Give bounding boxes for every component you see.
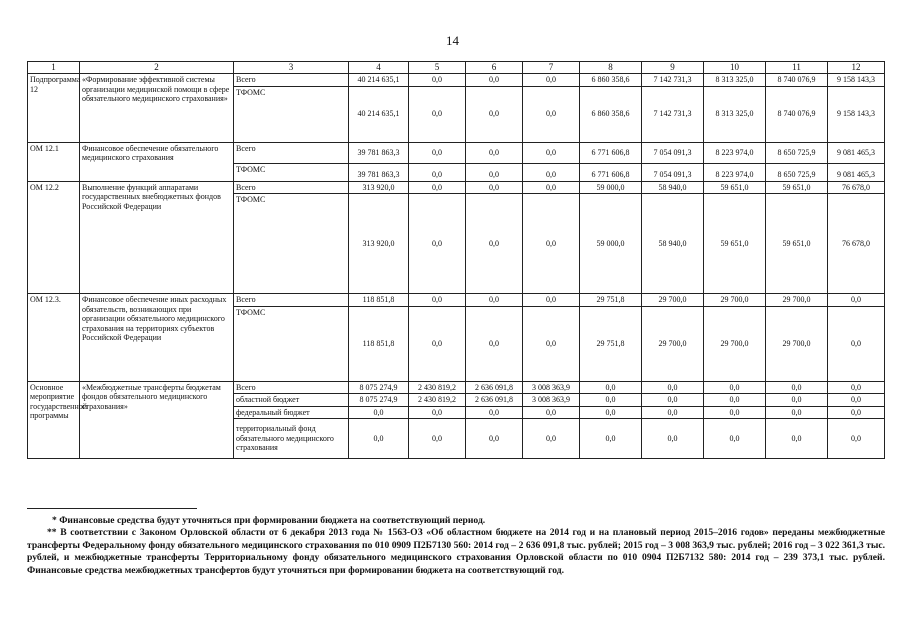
amount-cell: 6 860 358,6 [580,74,642,87]
amount-cell: 0,0 [580,381,642,394]
amount-cell: 0,0 [523,142,580,163]
table-row [28,181,885,194]
program-code-cell: ОМ 12.2 [28,181,80,294]
amount-cell: 0,0 [466,194,523,294]
table-row [28,294,885,307]
amount-cell: 0,0 [349,406,409,419]
amount-cell: 39 781 863,3 [349,163,409,181]
amount-cell: 313 920,0 [349,194,409,294]
amount-cell: 8 075 274,9 [349,394,409,407]
amount-cell: 7 054 091,3 [642,163,704,181]
amount-cell: 0,0 [523,163,580,181]
header-cell: 11 [766,62,828,74]
amount-cell: 118 851,8 [349,294,409,307]
amount-cell: 9 081 465,3 [828,163,885,181]
program-name-cell: «Межбюджетные трансферты бюджетам фондов обязательного медицинского страхования» [80,381,234,459]
amount-cell: 0,0 [409,142,466,163]
amount-cell: 0,0 [409,194,466,294]
amount-cell: 29 751,8 [580,306,642,381]
funding-source-label: областной бюджет [234,394,349,407]
amount-cell: 0,0 [642,406,704,419]
amount-cell: 0,0 [704,394,766,407]
amount-cell: 0,0 [580,419,642,459]
amount-cell: 9 081 465,3 [828,142,885,163]
funding-source-label: ТФОМС [234,163,349,181]
footnotes [27,515,885,577]
amount-cell: 40 214 635,1 [349,74,409,87]
amount-cell: 0,0 [466,181,523,194]
amount-cell: 0,0 [523,74,580,87]
amount-cell: 0,0 [466,306,523,381]
amount-cell: 29 700,0 [704,306,766,381]
amount-cell: 29 751,8 [580,294,642,307]
amount-cell: 0,0 [828,306,885,381]
amount-cell: 29 700,0 [766,306,828,381]
amount-cell: 9 158 143,3 [828,86,885,142]
amount-cell: 6 771 606,8 [580,142,642,163]
program-code-cell: Основное мероприятие государственной программы [28,381,80,459]
amount-cell: 0,0 [409,181,466,194]
amount-cell: 29 700,0 [642,294,704,307]
amount-cell: 39 781 863,3 [349,142,409,163]
funding-source-label: ТФОМС [234,306,349,381]
amount-cell: 8 740 076,9 [766,74,828,87]
funding-source-label: Всего [234,74,349,87]
amount-cell: 0,0 [409,163,466,181]
header-cell: 1 [28,62,80,74]
amount-cell: 0,0 [523,294,580,307]
amount-cell: 8 740 076,9 [766,86,828,142]
amount-cell: 0,0 [828,406,885,419]
amount-cell: 2 636 091,8 [466,381,523,394]
amount-cell: 7 142 731,3 [642,74,704,87]
amount-cell: 0,0 [523,86,580,142]
amount-cell: 0,0 [523,181,580,194]
amount-cell: 0,0 [523,194,580,294]
table-row [28,74,885,87]
amount-cell: 0,0 [642,381,704,394]
amount-cell: 0,0 [523,406,580,419]
amount-cell: 0,0 [766,419,828,459]
funding-source-label: Всего [234,381,349,394]
funding-source-label: федеральный бюджет [234,406,349,419]
amount-cell: 0,0 [466,419,523,459]
amount-cell: 8 313 325,0 [704,86,766,142]
header-cell: 6 [466,62,523,74]
table-row [28,381,885,394]
funding-source-label: Всего [234,181,349,194]
footnote-2: ** В соответствии с Законом Орловской области от 6 декабря 2013 года № 1563-ОЗ «Об областном бюджете на 2014 год и на плановый период 2015–2016 годов» переданы межбюджетные трансферты Федеральному фонду обязательного медицинского страхования по 010 0909 П2Б7130 560: 2014 год – 2 636 091,8 тыс. рублей; 2015 год – 3 008 363,9 тыс. рублей; 2016 год – 3 022 361,3 тыс. рублей, и межбюджетные трансферты Территориальному фонду обязательного медицинского страхования Орловской области по 010 0904 П2Б7132 580: 2014 год – 239 373,1 тыс. рублей. Финансовые средства межбюджетных трансфертов будут уточняться при формировании бюджета на соответствующий год. [27,527,885,576]
amount-cell: 59 651,0 [704,181,766,194]
amount-cell: 0,0 [828,394,885,407]
amount-cell: 0,0 [580,406,642,419]
amount-cell: 59 651,0 [766,181,828,194]
amount-cell: 0,0 [704,381,766,394]
amount-cell: 0,0 [704,419,766,459]
amount-cell: 8 075 274,9 [349,381,409,394]
amount-cell: 59 000,0 [580,194,642,294]
amount-cell: 0,0 [466,142,523,163]
amount-cell: 76 678,0 [828,194,885,294]
amount-cell: 0,0 [523,419,580,459]
amount-cell: 29 700,0 [704,294,766,307]
amount-cell: 3 008 363,9 [523,394,580,407]
footnote-1: * Финансовые средства будут уточняться при формировании бюджета на соответствующий период. [52,515,486,526]
amount-cell: 8 650 725,9 [766,142,828,163]
amount-cell: 313 920,0 [349,181,409,194]
funding-source-label: территориальный фонд обязательного медицинского страхования [234,419,349,459]
amount-cell: 58 940,0 [642,181,704,194]
header-cell: 8 [580,62,642,74]
amount-cell: 29 700,0 [766,294,828,307]
program-code-cell: ОМ 12.3. [28,294,80,382]
amount-cell: 0,0 [766,381,828,394]
amount-cell: 2 636 091,8 [466,394,523,407]
amount-cell: 6 860 358,6 [580,86,642,142]
amount-cell: 0,0 [409,86,466,142]
amount-cell: 0,0 [466,163,523,181]
amount-cell: 0,0 [642,394,704,407]
amount-cell: 7 054 091,3 [642,142,704,163]
amount-cell: 58 940,0 [642,194,704,294]
amount-cell: 59 651,0 [766,194,828,294]
amount-cell: 8 313 325,0 [704,74,766,87]
header-cell: 9 [642,62,704,74]
amount-cell: 0,0 [466,74,523,87]
amount-cell: 0,0 [766,394,828,407]
header-cell: 12 [828,62,885,74]
footnote-separator [27,508,197,509]
program-name-cell: Выполнение функций аппаратами государственных внебюджетных фондов Российской Федерации [80,181,234,294]
program-name-cell: Финансовое обеспечение иных расходных обязательств, возникающих при организации обязательного медицинского страхования на территориях субъектов Российской Федерации [80,294,234,382]
amount-cell: 0,0 [349,419,409,459]
amount-cell: 0,0 [828,294,885,307]
amount-cell: 0,0 [828,381,885,394]
amount-cell: 8 223 974,0 [704,163,766,181]
program-code-cell: Подпрограмма 12 [28,74,80,143]
header-cell: 10 [704,62,766,74]
header-cell: 2 [80,62,234,74]
amount-cell: 0,0 [642,419,704,459]
amount-cell: 7 142 731,3 [642,86,704,142]
header-cell: 3 [234,62,349,74]
amount-cell: 3 008 363,9 [523,381,580,394]
amount-cell: 8 223 974,0 [704,142,766,163]
amount-cell: 40 214 635,1 [349,86,409,142]
amount-cell: 59 651,0 [704,194,766,294]
program-name-cell: «Формирование эффективной системы организации медицинской помощи в сфере обязательного медицинского страхования» [80,74,234,143]
amount-cell: 59 000,0 [580,181,642,194]
amount-cell: 8 650 725,9 [766,163,828,181]
amount-cell: 29 700,0 [642,306,704,381]
amount-cell: 0,0 [409,306,466,381]
amount-cell: 0,0 [704,406,766,419]
program-code-cell: ОМ 12.1 [28,142,80,181]
funding-source-label: ТФОМС [234,86,349,142]
amount-cell: 0,0 [409,406,466,419]
amount-cell: 118 851,8 [349,306,409,381]
amount-cell: 0,0 [466,86,523,142]
amount-cell: 76 678,0 [828,181,885,194]
header-row [28,62,885,74]
header-cell: 5 [409,62,466,74]
program-name-cell: Финансовое обеспечение обязательного медицинского страхования [80,142,234,181]
amount-cell: 0,0 [409,74,466,87]
amount-cell: 2 430 819,2 [409,394,466,407]
funding-source-label: ТФОМС [234,194,349,294]
funding-source-label: Всего [234,142,349,163]
table-row [28,142,885,163]
amount-cell: 9 158 143,3 [828,74,885,87]
amount-cell: 2 430 819,2 [409,381,466,394]
amount-cell: 0,0 [409,294,466,307]
amount-cell: 6 771 606,8 [580,163,642,181]
page-number: 14 [446,33,459,48]
amount-cell: 0,0 [580,394,642,407]
amount-cell: 0,0 [466,294,523,307]
header-cell: 7 [523,62,580,74]
amount-cell: 0,0 [828,419,885,459]
budget-table [27,61,885,459]
amount-cell: 0,0 [523,306,580,381]
amount-cell: 0,0 [466,406,523,419]
header-cell: 4 [349,62,409,74]
funding-source-label: Всего [234,294,349,307]
amount-cell: 0,0 [409,419,466,459]
amount-cell: 0,0 [766,406,828,419]
